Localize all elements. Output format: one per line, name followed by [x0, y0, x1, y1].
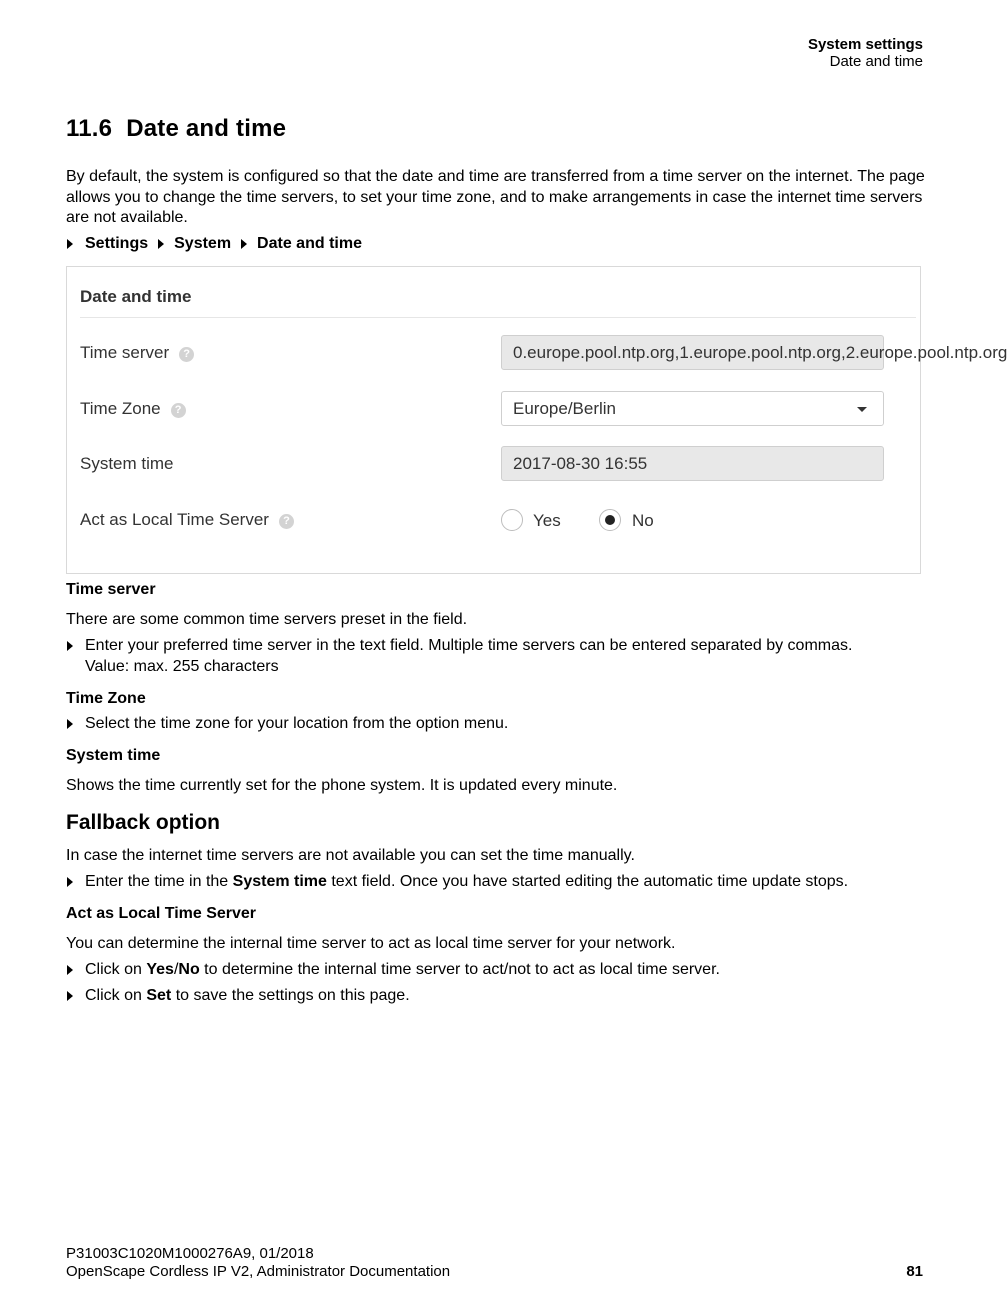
chapter-title [66, 115, 286, 143]
system-time-label: System time [80, 454, 174, 473]
radio-selected-dot [605, 515, 615, 525]
local-time-server-bullet-1 [66, 960, 926, 981]
footer-doc-title: OpenScape Cordless IP V2, Administrator Documentation [66, 1263, 451, 1280]
help-icon[interactable]: ? [279, 514, 294, 529]
fallback-heading: Fallback option [66, 811, 221, 834]
system-time-text: Shows the time currently set for the phone system. It is updated every minute. [66, 777, 618, 794]
triangle-separator-icon [241, 239, 247, 249]
time-server-label-text: Time server [80, 343, 170, 362]
system-time-heading: System time [66, 747, 161, 764]
local-time-server-bullet-2 [66, 986, 926, 1007]
triangle-bullet-icon [67, 965, 73, 975]
time-server-text: There are some common time servers preset in the field. [66, 611, 468, 628]
help-icon[interactable]: ? [171, 403, 186, 418]
time-zone-label [80, 399, 186, 419]
time-server-bullet-line1: Enter your preferred time server in the text field. Multiple time servers can be entered separated by commas. [85, 637, 853, 654]
breadcrumb [66, 234, 362, 254]
time-zone-bullet [66, 714, 926, 735]
radio-no[interactable] [599, 509, 621, 531]
breadcrumb-item-system: System [174, 235, 232, 252]
bullet1-sep: / [173, 961, 179, 978]
running-head-title: System settings [807, 36, 923, 53]
footer-doc-id: P31003C1020M1000276A9, 01/2018 [66, 1245, 314, 1262]
time-server-input[interactable]: 0.europe.pool.ntp.org,1.europe.pool.ntp.org,2.europe.pool.ntp.org [501, 335, 884, 370]
triangle-bullet-icon [67, 641, 73, 651]
fallback-bullet [66, 872, 926, 893]
fallback-bullet-pre: Enter the time in the [85, 873, 233, 890]
time-zone-heading: Time Zone [66, 690, 146, 707]
breadcrumb-item-settings: Settings [85, 235, 149, 252]
bullet1-post: to determine the internal time server to act/not to act as local time server. [199, 961, 720, 978]
radio-yes-label[interactable]: Yes [533, 511, 561, 530]
time-zone-value: Europe/Berlin [513, 399, 617, 418]
chevron-down-icon [857, 407, 867, 412]
triangle-bullet-icon [67, 877, 73, 887]
radio-no-label[interactable]: No [632, 511, 654, 530]
time-server-heading: Time server [66, 581, 156, 598]
chapter-number: 11.6 [66, 115, 113, 142]
triangle-bullet-icon [67, 239, 73, 249]
bullet1-yes: Yes [146, 961, 174, 978]
fallback-bullet-post: text field. Once you have started editing the automatic time update stops. [326, 873, 849, 890]
triangle-separator-icon [158, 239, 164, 249]
chapter-title-text: Date and time [126, 115, 287, 142]
fallback-text: In case the internet time servers are not available you can set the time manually. [66, 847, 635, 864]
intro-paragraph: By default, the system is configured so that the date and time are transferred from a time server on the internet. The page allows you to change the time servers, to set your time zone, and to make arrangements in case the internet time servers are not available. [66, 168, 925, 226]
panel-title: Date and time [80, 287, 192, 306]
time-server-bullet [66, 636, 926, 677]
local-time-server-label-text: Act as Local Time Server [80, 510, 269, 529]
date-time-panel [66, 266, 1007, 574]
local-time-server-heading: Act as Local Time Server [66, 905, 257, 922]
panel-divider [80, 317, 916, 318]
time-zone-bullet-text: Select the time zone for your location from the option menu. [85, 715, 509, 732]
bullet2-set: Set [146, 987, 172, 1004]
system-time-input[interactable]: 2017-08-30 16:55 [501, 446, 884, 481]
time-server-label [80, 343, 194, 363]
triangle-bullet-icon [67, 991, 73, 1001]
footer [66, 1245, 450, 1281]
bullet1-pre: Click on [85, 961, 147, 978]
bullet2-post: to save the settings on this page. [171, 987, 410, 1004]
running-head [808, 36, 923, 70]
triangle-bullet-icon [67, 719, 73, 729]
fallback-bullet-bold: System time [232, 873, 327, 890]
time-zone-label-text: Time Zone [80, 399, 161, 418]
local-time-server-label [80, 510, 294, 530]
time-server-bullet-line2: Value: max. 255 characters [85, 657, 279, 675]
breadcrumb-item-date-time: Date and time [257, 235, 362, 252]
help-icon[interactable]: ? [179, 347, 194, 362]
bullet2-pre: Click on [85, 987, 147, 1004]
running-head-subtitle: Date and time [829, 53, 923, 70]
local-time-server-text: You can determine the internal time server to act as local time server for your network. [66, 935, 676, 952]
page-number: 81 [906, 1263, 923, 1280]
time-zone-select[interactable] [501, 391, 884, 426]
bullet1-no: No [178, 961, 200, 978]
radio-yes[interactable] [501, 509, 523, 531]
